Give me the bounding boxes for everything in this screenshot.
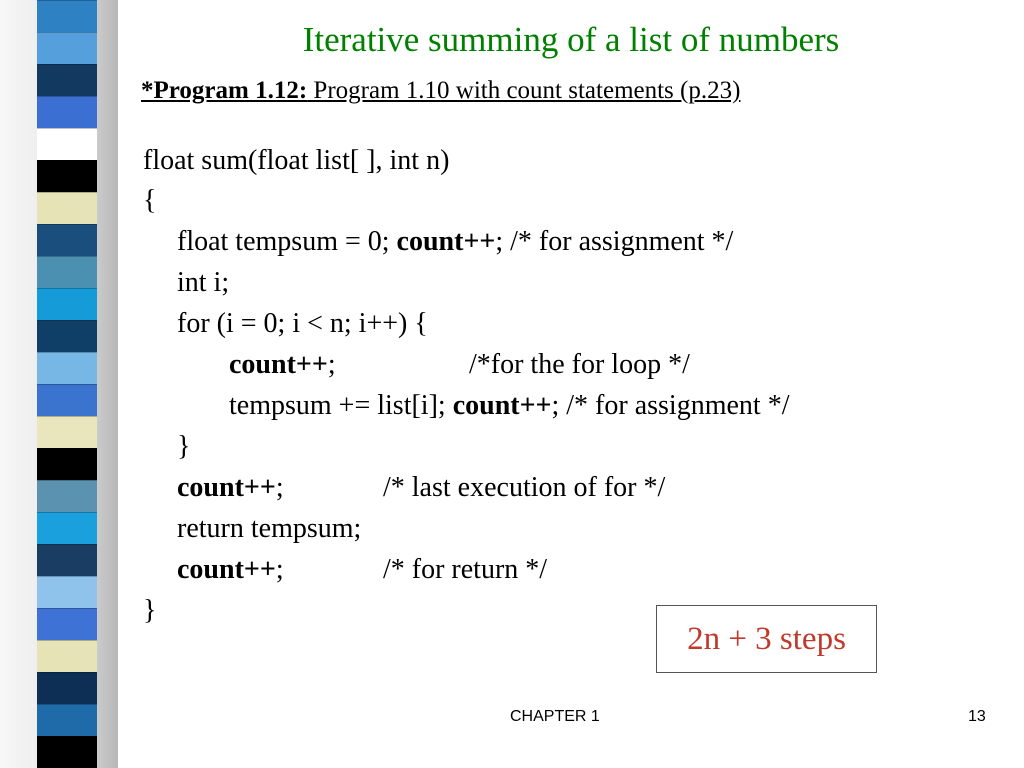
code-line-close-loop: } <box>177 431 191 462</box>
code-line-return-count <box>177 550 877 590</box>
decorative-stripe <box>37 384 97 418</box>
count-increment: count++ <box>396 226 496 257</box>
code-line-loop-count <box>229 345 929 385</box>
decorative-stripe <box>37 544 97 578</box>
code-comment: /* last execution of for */ <box>383 472 666 503</box>
slide-title: Iterative summing of a list of numbers <box>302 20 840 59</box>
count-increment: count++ <box>452 390 552 421</box>
decorative-stripe <box>37 576 97 610</box>
code-line-return: return tempsum; <box>177 513 362 544</box>
decorative-stripe <box>37 160 97 194</box>
code-comment: /* for return */ <box>383 554 548 585</box>
page-number: 13 <box>968 708 986 725</box>
decorative-stripe <box>37 736 97 768</box>
decorative-stripe <box>37 32 97 66</box>
code-line-accumulate <box>229 386 789 426</box>
decorative-stripe <box>37 672 97 706</box>
code-line-close-brace: } <box>143 595 157 626</box>
decorative-stripe-band <box>37 0 97 768</box>
decorative-stripe <box>37 288 97 322</box>
decorative-side-strip <box>0 0 118 768</box>
decorative-stripe <box>37 128 97 162</box>
code-text: ; /* for assignment */ <box>551 390 790 421</box>
decorative-stripe <box>37 448 97 482</box>
code-line-open-brace: { <box>143 185 157 216</box>
count-increment: count++ <box>177 554 276 585</box>
decorative-stripe <box>37 352 97 386</box>
decorative-stripe <box>37 320 97 354</box>
decorative-stripe <box>37 480 97 514</box>
program-caption <box>141 74 740 108</box>
code-comment: /*for the for loop */ <box>469 349 690 380</box>
program-number-label: *Program 1.12: <box>141 77 308 104</box>
count-increment: count++ <box>229 349 328 380</box>
decorative-stripe <box>37 640 97 674</box>
decorative-stripe <box>37 512 97 546</box>
code-text: ; <box>327 349 336 380</box>
code-text: tempsum += list[i]; <box>229 390 453 421</box>
footer-chapter: CHAPTER 1 <box>510 708 600 725</box>
decorative-stripe <box>37 96 97 130</box>
code-line-tempsum-init <box>177 222 733 262</box>
code-line-declare-i: int i; <box>177 267 230 298</box>
code-text: float tempsum = 0; <box>177 226 397 257</box>
decorative-stripe <box>37 64 97 98</box>
decorative-stripe <box>37 256 97 290</box>
decorative-stripe <box>37 704 97 738</box>
code-line-final-for-count <box>177 468 877 508</box>
decorative-stripe <box>37 416 97 450</box>
decorative-stripe <box>37 192 97 226</box>
program-description: Program 1.10 with count statements (p.23) <box>307 77 741 104</box>
code-line-for-header: for (i = 0; i < n; i++) { <box>177 308 428 339</box>
code-line-signature: float sum(float list[ ], int n) <box>143 145 450 176</box>
code-text: ; /* for assignment */ <box>495 226 734 257</box>
decorative-stripe <box>37 0 97 34</box>
code-text: ; <box>275 554 284 585</box>
decorative-stripe <box>37 608 97 642</box>
step-count-result-box: 2n + 3 steps <box>656 605 877 673</box>
code-text: ; <box>275 472 284 503</box>
decorative-stripe <box>37 224 97 258</box>
count-increment: count++ <box>177 472 276 503</box>
